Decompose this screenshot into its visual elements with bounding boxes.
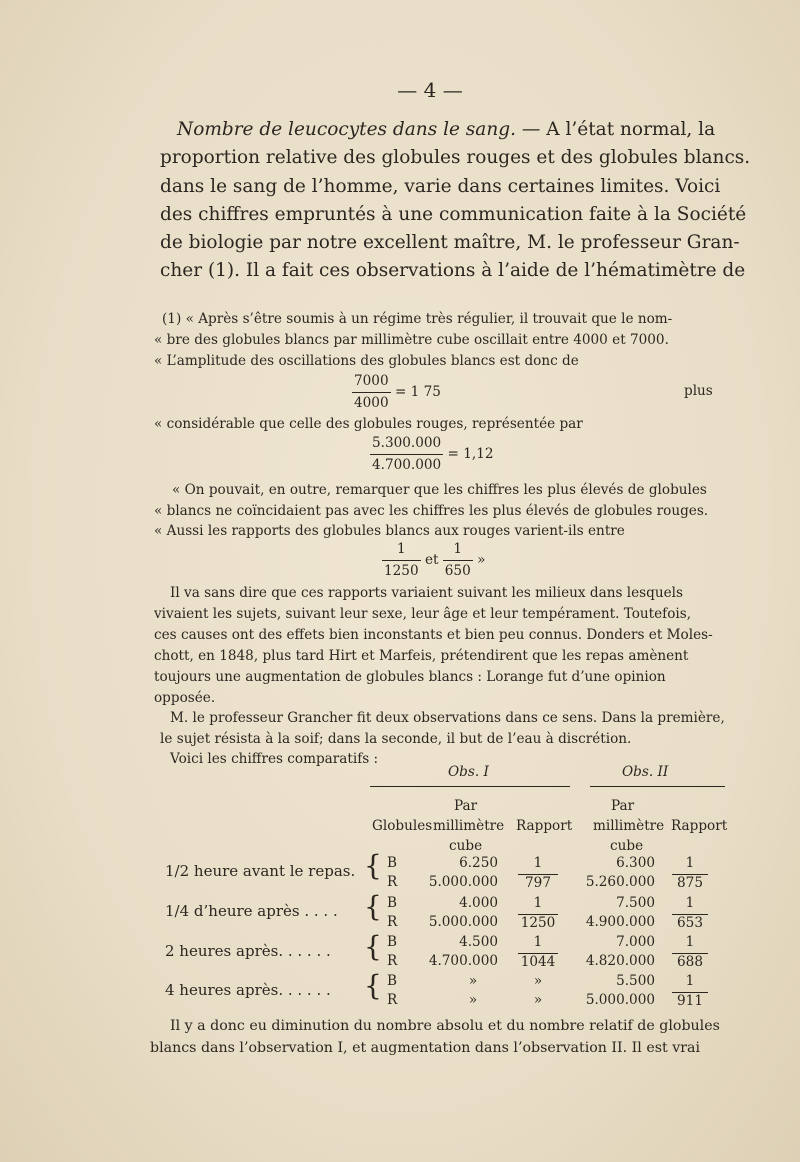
obs1-rouges: » bbox=[468, 992, 478, 1008]
footnote-line-1: « bre des globules blancs par millimètre cube oscillait entre 4000 et 7000. bbox=[154, 332, 669, 348]
fraction-numerator: 5.300.000 bbox=[370, 433, 443, 455]
footnote-line-c2: « Aussi les rapports des globules blancs aux rouges varient-ils entre bbox=[154, 523, 625, 539]
fraction-result: = 1 75 bbox=[394, 384, 441, 401]
header-globules: Globules bbox=[372, 818, 433, 834]
main-paragraph bbox=[160, 116, 751, 286]
row-label: 2 heures après. . . . . . bbox=[165, 942, 331, 960]
letter-r: R bbox=[387, 953, 398, 969]
obs1-ratio-num: » bbox=[533, 973, 543, 989]
obs2-ratio-num: 1 bbox=[685, 973, 695, 989]
footnote-plus: plus bbox=[684, 383, 713, 399]
obs2-brace-line bbox=[590, 786, 725, 787]
footnote-line-d2: ces causes ont des effets bien inconstants et bien peu connus. Donders et Moles- bbox=[154, 627, 713, 643]
footnote-line-c1: « blancs ne coïncidaient pas avec les chiffres les plus élevés de globules rouges. bbox=[154, 503, 709, 519]
obs1-ratio-num: 1 bbox=[533, 895, 543, 911]
obs2-blancs: 7.000 bbox=[616, 934, 655, 950]
obs2-ratio-den: 911 bbox=[672, 992, 708, 1009]
paragraph-line bbox=[160, 116, 730, 144]
obs1-ratio-den: 1250 bbox=[518, 914, 558, 931]
paragraph-line-2: dans le sang de l’homme, varie dans certaines limites. Voici bbox=[160, 175, 721, 197]
row-label: 1/2 heure avant le repas. bbox=[165, 862, 356, 880]
row-label: 1/4 d’heure après . . . . bbox=[165, 902, 338, 920]
footnote-line-2: « L’amplitude des oscillations des globules blancs est donc de bbox=[154, 353, 579, 369]
obs2-rouges: 5.260.000 bbox=[585, 874, 655, 890]
brace: { bbox=[364, 890, 382, 923]
obs2-rouges: 5.000.000 bbox=[585, 992, 655, 1008]
fraction-ratio-red bbox=[370, 433, 494, 476]
paragraph-line-1: proportion relative des globules rouges et des globules blancs. bbox=[160, 147, 751, 169]
obs2-ratio-num: 1 bbox=[685, 895, 695, 911]
fraction-numerator: 7000 bbox=[352, 371, 391, 393]
obs2-ratio-den: 688 bbox=[672, 953, 708, 970]
footnote-line-b: « considérable que celle des globules rouges, représentée par bbox=[154, 416, 583, 432]
brace: { bbox=[364, 849, 382, 882]
obs1-ratio-den: » bbox=[533, 992, 543, 1008]
closing-line-0: Il y a donc eu diminution du nombre absolu et du nombre relatif de globules bbox=[170, 1018, 720, 1034]
obs1-blancs: 6.250 bbox=[459, 855, 498, 871]
paragraph-line-3: des chiffres empruntés à une communication faite à la Société bbox=[160, 203, 747, 225]
header-millimetre: millimètre bbox=[433, 818, 505, 834]
header-cube-2: cube bbox=[610, 838, 644, 854]
closing-line-1: blancs dans l’observation I, et augmentation dans l’observation II. Il est vrai bbox=[150, 1040, 700, 1056]
footnote-line-d3: chott, en 1848, plus tard Hirt et Marfeis, prétendirent que les repas amènent bbox=[154, 648, 689, 664]
obs1-rouges: 4.700.000 bbox=[428, 953, 498, 969]
obs1-ratio-den: 797 bbox=[518, 874, 558, 891]
obs2-blancs: 5.500 bbox=[616, 973, 655, 989]
letter-r: R bbox=[387, 992, 398, 1008]
fraction-denominator: 650 bbox=[444, 563, 471, 580]
brace: { bbox=[364, 969, 382, 1002]
fraction-numerator: 1 bbox=[382, 539, 421, 561]
obs2-ratio-num: 1 bbox=[685, 934, 695, 950]
letter-b: B bbox=[387, 855, 397, 871]
obs2-header: Obs. II bbox=[622, 764, 669, 780]
header-cube: cube bbox=[449, 838, 483, 854]
obs1-rouges: 5.000.000 bbox=[428, 874, 498, 890]
fraction-ratio-white bbox=[352, 371, 441, 414]
footnote-line-d8: Voici les chiffres comparatifs : bbox=[170, 751, 379, 767]
footnote-line-d7: le sujet résista à la soif; dans la seconde, il but de l’eau à discrétion. bbox=[160, 731, 632, 747]
obs1-brace-line bbox=[370, 786, 570, 787]
header-millimetre-2: millimètre bbox=[593, 818, 665, 834]
letter-r: R bbox=[387, 914, 398, 930]
obs1-ratio-den: 1044 bbox=[518, 953, 558, 970]
obs2-rouges: 4.900.000 bbox=[585, 914, 655, 930]
brace: { bbox=[364, 930, 382, 963]
paragraph-line-4: de biologie par notre excellent maître, M. le professeur Gran- bbox=[160, 232, 740, 254]
obs2-ratio-den: 653 bbox=[672, 914, 708, 931]
letter-r: R bbox=[387, 874, 398, 890]
footnote-line-d5: opposée. bbox=[154, 690, 216, 706]
paragraph-line-5: cher (1). Il a fait ces observations à l’aide de l’hématimètre de bbox=[160, 260, 746, 282]
header-rapport: Rapport bbox=[516, 818, 573, 834]
obs1-header: Obs. I bbox=[448, 764, 489, 780]
footnote-line-0: (1) « Après s’être soumis à un régime très régulier, il trouvait que le nom- bbox=[162, 311, 673, 327]
footnote-line-c0: « On pouvait, en outre, remarquer que les chiffres les plus élevés de globules bbox=[172, 482, 707, 498]
page-number: — 4 — bbox=[397, 78, 463, 102]
obs1-blancs: 4.000 bbox=[459, 895, 498, 911]
fraction-denominator: 4000 bbox=[354, 395, 389, 412]
letter-b: B bbox=[387, 973, 397, 989]
fraction-et: et bbox=[424, 552, 439, 569]
header-rapport-2: Rapport bbox=[671, 818, 728, 834]
row-label: 4 heures après. . . . . . bbox=[165, 981, 331, 999]
paragraph-title: Nombre de leucocytes dans le sang. bbox=[177, 119, 516, 140]
obs1-blancs: 4.500 bbox=[459, 934, 498, 950]
fraction-denominator: 1250 bbox=[384, 563, 419, 580]
footnote-line-d6: M. le professeur Grancher fit deux observations dans ce sens. Dans la première, bbox=[170, 710, 725, 726]
obs2-blancs: 6.300 bbox=[616, 855, 655, 871]
obs2-ratio-num: 1 bbox=[685, 855, 695, 871]
fraction-close: » bbox=[477, 552, 486, 569]
footnote-line-d0: Il va sans dire que ces rapports variaient suivant les milieux dans lesquels bbox=[170, 585, 683, 601]
letter-b: B bbox=[387, 895, 397, 911]
obs1-ratio-num: 1 bbox=[533, 855, 543, 871]
fraction-range bbox=[382, 539, 485, 582]
fraction-result: = 1,12 bbox=[447, 446, 494, 463]
paragraph-line-0: — A l’état normal, la bbox=[521, 119, 716, 140]
fraction-denominator: 4.700.000 bbox=[372, 457, 442, 474]
header-par: Par bbox=[454, 798, 478, 814]
header-par-2: Par bbox=[611, 798, 635, 814]
footnote-line-d4: toujours une augmentation de globules blancs : Lorange fut d’une opinion bbox=[154, 669, 666, 685]
obs2-ratio-den: 875 bbox=[672, 874, 708, 891]
obs2-rouges: 4.820.000 bbox=[585, 953, 655, 969]
obs1-rouges: 5.000.000 bbox=[428, 914, 498, 930]
footnote-line-d1: vivaient les sujets, suivant leur sexe, leur âge et leur tempérament. Toutefois, bbox=[154, 606, 692, 622]
obs1-blancs: » bbox=[468, 973, 478, 989]
fraction-numerator: 1 bbox=[443, 539, 473, 561]
obs1-ratio-num: 1 bbox=[533, 934, 543, 950]
letter-b: B bbox=[387, 934, 397, 950]
obs2-blancs: 7.500 bbox=[616, 895, 655, 911]
